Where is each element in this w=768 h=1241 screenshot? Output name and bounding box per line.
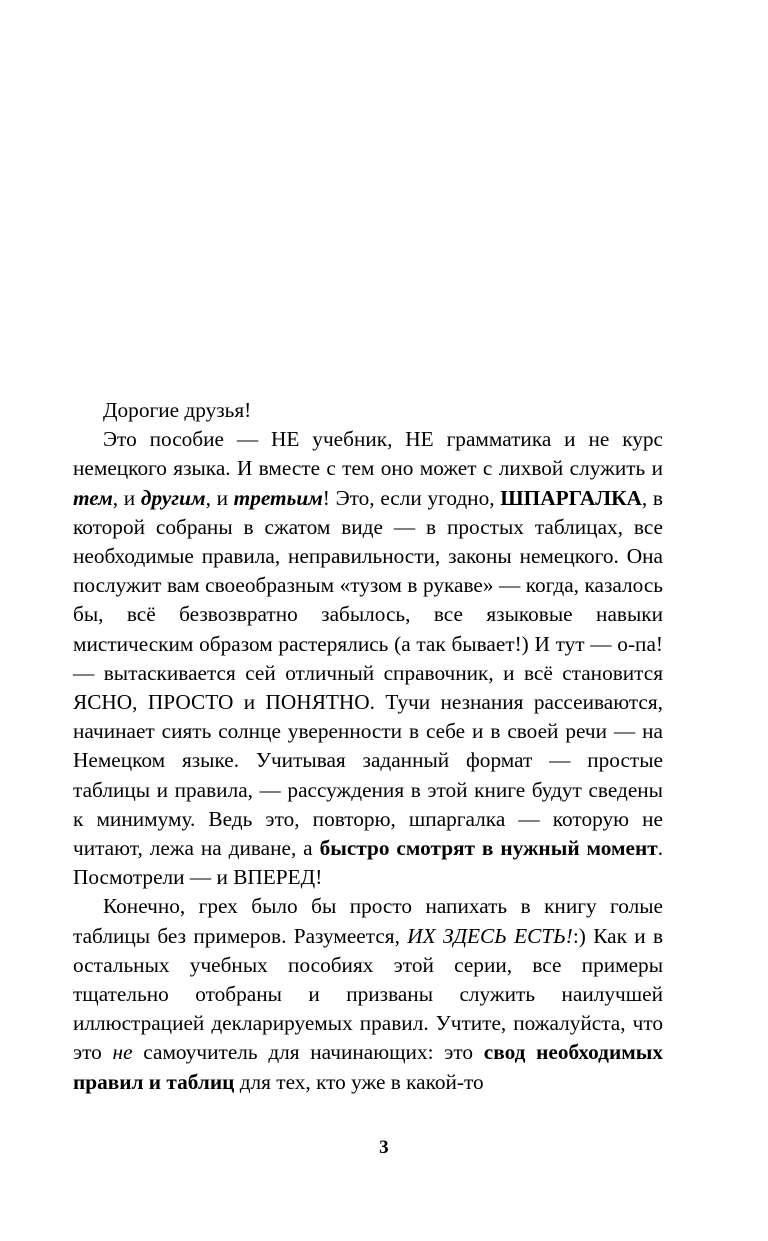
- emphasis-run: свод необходимых правил и таблиц: [73, 1040, 663, 1094]
- salutation-paragraph: Дорогие друзья!: [103, 398, 252, 422]
- emphasis-run: не: [112, 1040, 133, 1065]
- body-paragraph-1: Это пособие — НЕ учебник, НЕ грамматика и не курс немецкого языка. И вместе с тем оно может с лихвой служить и тем, и другим, и третьим! Это, если угодно, ШПАРГАЛКА, в которой собраны в сжатом виде — в простых таблицах, все необходимые правила, неправильности, законы немецкого. Она послужит вам своеобразным «тузом в рукаве» — когда, казалось бы, всё безвозвратно забылось, все языковые навыки мистическим образом растерялись (а так бывает!) И тут — о-па! — вытаскивается сей отличный справочник, и всё становится ЯСНО, ПРОСТО и ПОНЯТНО. Тучи незнания рассеиваются, начинает сиять солнце уверенности в себе и в своей речи — на Немецком языке. Учитывая заданный формат — простые таблицы и правила, — рассуждения в этой книге будут сведены к минимуму. Ведь это, повторю, шпаргалка — которую не читают, лежа на диване, а быстро смотрят в нужный момент. Посмотрели — и ВПЕРЕД!: [73, 427, 664, 890]
- emphasis-run: ИХ ЗДЕСЬ ЕСТЬ!: [407, 923, 573, 948]
- emphasis-run: третьим: [233, 485, 323, 510]
- page-number: 3: [379, 1137, 389, 1158]
- emphasis-run: быстро смотрят в нужный момент: [319, 836, 658, 861]
- emphasis-run: другим: [140, 485, 206, 510]
- body-text-block: [73, 396, 663, 1097]
- emphasis-run: тем: [73, 485, 113, 510]
- body-paragraph-2: Конечно, грех было бы просто напихать в книгу голые таблицы без примеров. Разумеется, ИХ ЗДЕСЬ ЕСТЬ!:) Как и в остальных учебных пособиях этой серии, все примеры тщательно отобраны и призваны служить наилучшей иллюстрацией декларируемых правил. Учтите, пожалуйста, что это не самоучитель для начинающих: это свод необходимых правил и таблиц для тех, кто уже в какой-то: [73, 894, 664, 1094]
- emphasis-run: ШПАРГАЛКА: [500, 485, 642, 510]
